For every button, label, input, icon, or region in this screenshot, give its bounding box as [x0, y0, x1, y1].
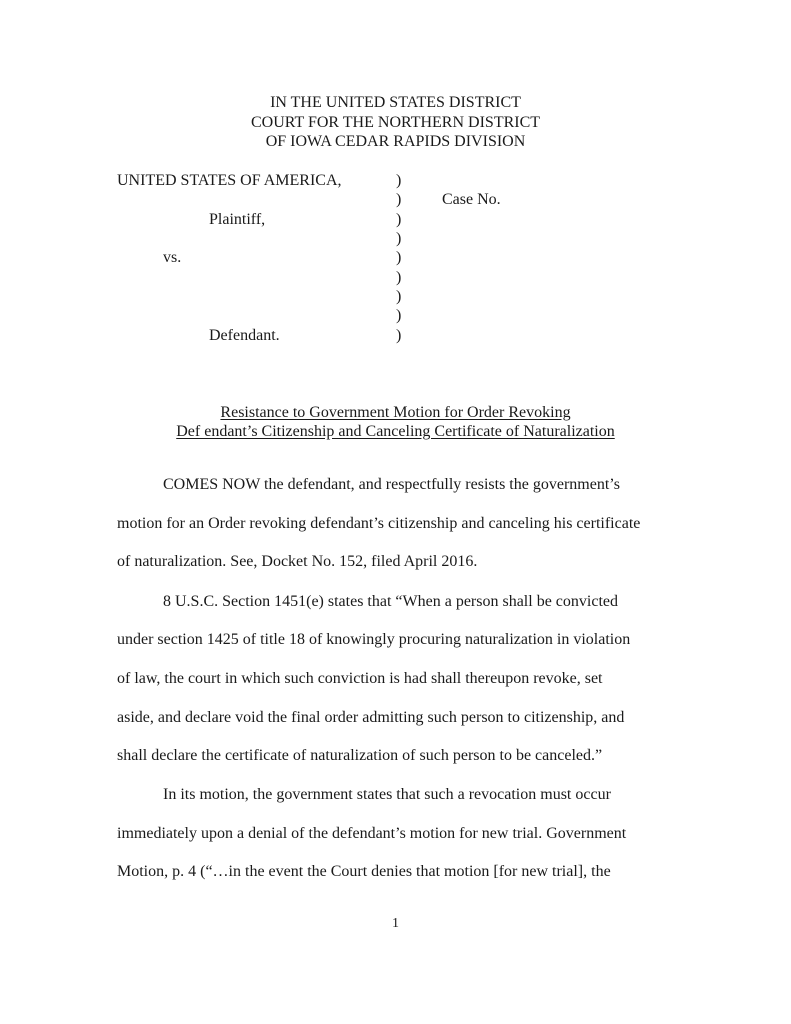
caption-bracket-mark: )	[396, 327, 402, 344]
caption-bracket-mark: )	[396, 172, 402, 189]
body-line: motion for an Order revoking defendant’s citizenship and canceling his certificate	[117, 515, 641, 532]
body-line: shall declare the certificate of naturalization of such person to be canceled.”	[117, 747, 603, 764]
plaintiff-role: Plaintiff,	[209, 211, 266, 228]
court-header-line-1: IN THE UNITED STATES DISTRICT	[270, 94, 521, 111]
body-line: under section 1425 of title 18 of knowingly procuring naturalization in violation	[117, 631, 631, 648]
court-header-line-2: COURT FOR THE NORTHERN DISTRICT	[250, 114, 541, 131]
body-line: 8 U.S.C. Section 1451(e) states that “When a person shall be convicted	[163, 593, 618, 610]
versus-label: vs.	[163, 249, 182, 266]
body-line: Motion, p. 4 (“…in the event the Court denies that motion [for new trial], the	[117, 863, 611, 880]
caption-bracket-mark: )	[396, 307, 402, 324]
caption-bracket-mark: )	[396, 211, 402, 228]
page-number: 1	[392, 916, 399, 931]
body-line: immediately upon a denial of the defendant’s motion for new trial. Government	[117, 825, 627, 842]
body-line: aside, and declare void the final order admitting such person to citizenship, and	[117, 709, 625, 726]
body-line: COMES NOW the defendant, and respectfully resists the government’s	[163, 476, 620, 493]
case-number-label: Case No.	[442, 191, 501, 208]
body-line: of naturalization. See, Docket No. 152, filed April 2016.	[117, 553, 478, 570]
caption-bracket-mark: )	[396, 288, 402, 305]
body-line: In its motion, the government states that such a revocation must occur	[163, 786, 611, 803]
court-header-line-3: OF IOWA CEDAR RAPIDS DIVISION	[265, 133, 526, 150]
body-line: of law, the court in which such conviction is had shall thereupon revoke, set	[117, 670, 603, 687]
caption-bracket-mark: )	[396, 249, 402, 266]
defendant-role: Defendant.	[209, 327, 280, 344]
plaintiff-name: UNITED STATES OF AMERICA,	[117, 172, 342, 189]
document-title-line-1: Resistance to Government Motion for Order Revoking	[220, 404, 571, 421]
caption-bracket-mark: )	[396, 191, 402, 208]
caption-bracket-mark: )	[396, 230, 402, 247]
document-title-line-2: Def endant’s Citizenship and Canceling Certificate of Naturalization	[176, 423, 615, 440]
caption-bracket-mark: )	[396, 269, 402, 286]
